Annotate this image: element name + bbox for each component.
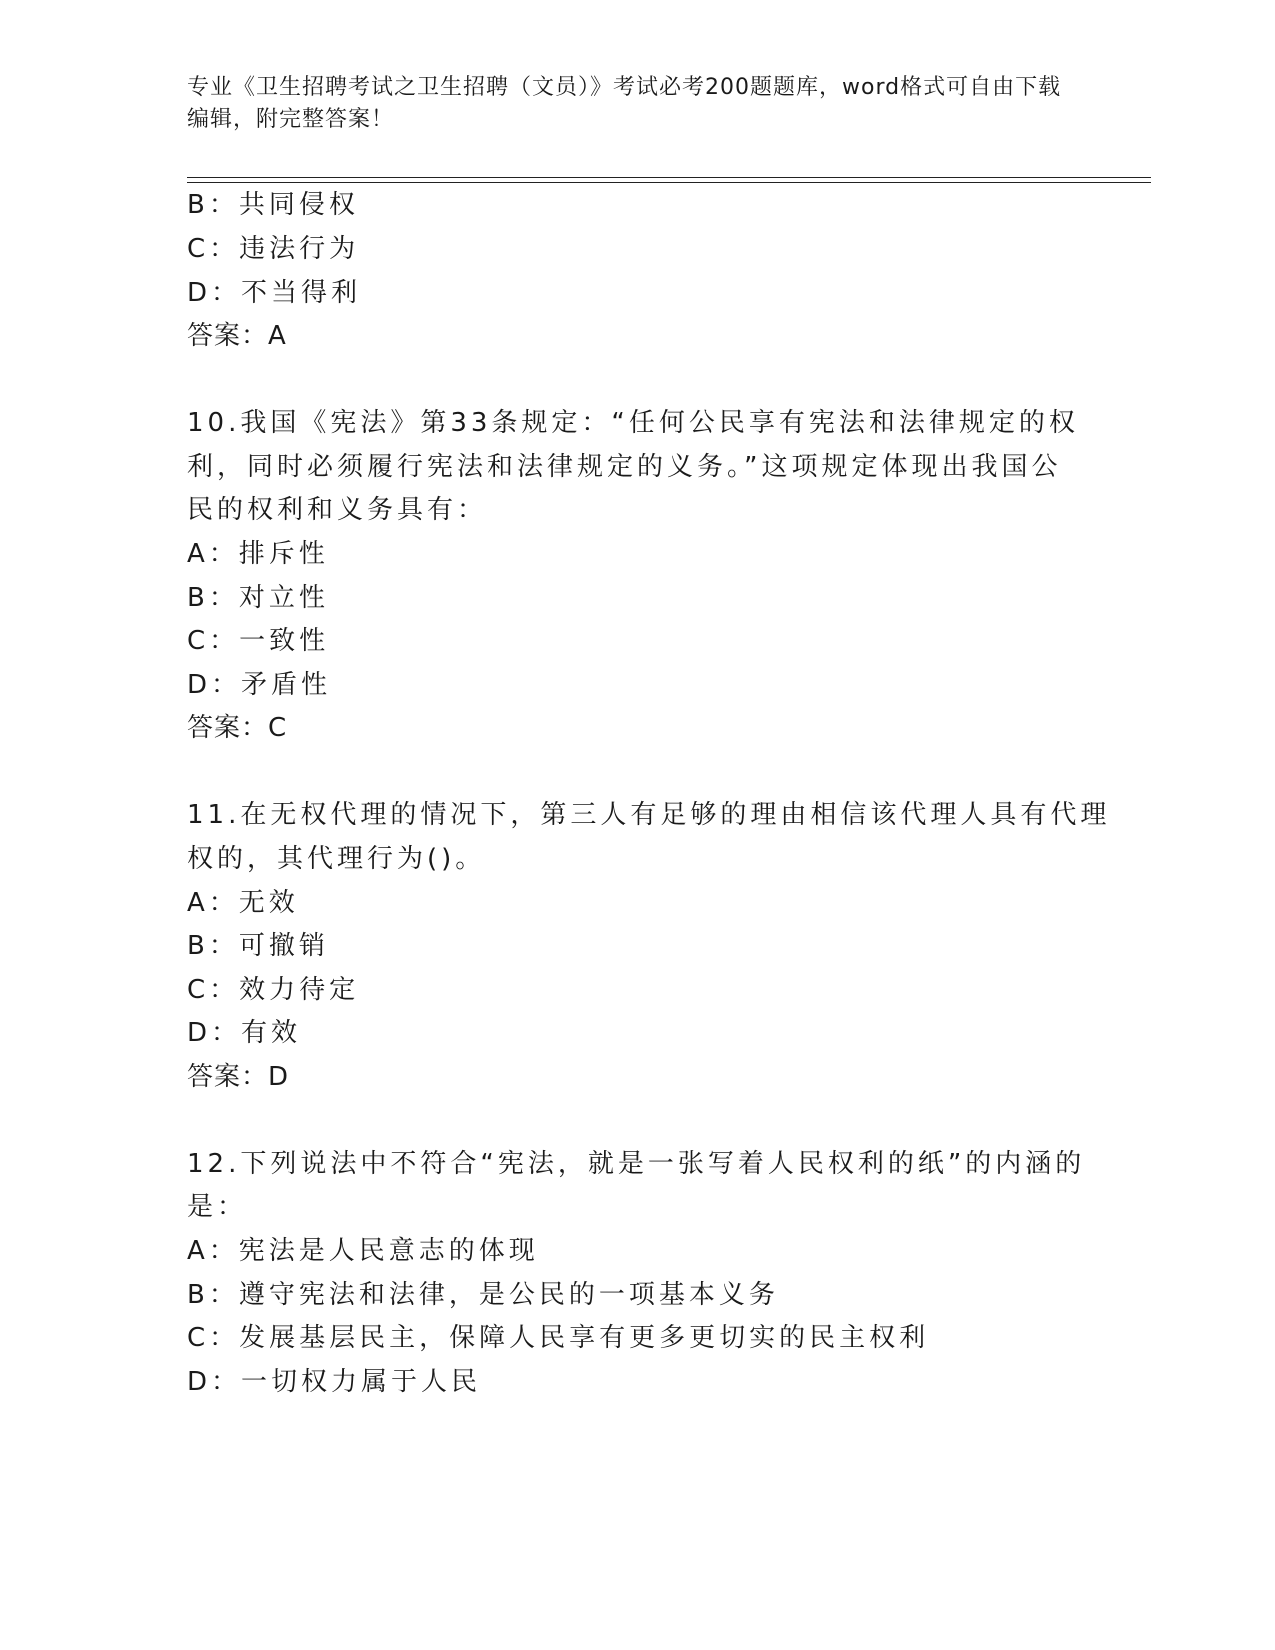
- q9-option-b: B：共同侵权: [187, 190, 359, 220]
- q11-stem-line-1: 11.在无权代理的情况下，第三人有足够的理由相信该代理人具有代理: [187, 800, 1111, 830]
- q12-option-d: D：一切权力属于人民: [187, 1367, 482, 1397]
- q10-stem-line-2: 利，同时必须履行宪法和法律规定的义务。”这项规定体现出我国公: [187, 452, 1062, 482]
- q11-option-a: A：无效: [187, 888, 299, 918]
- q11-stem-line-2: 权的，其代理行为()。: [187, 844, 486, 874]
- q12-stem-line-2: 是：: [187, 1192, 248, 1222]
- q10-answer: 答案：C: [187, 713, 288, 743]
- header-divider-top: [187, 177, 1151, 178]
- q9-answer: 答案：A: [187, 321, 287, 351]
- q11-option-b: B：可撤销: [187, 931, 329, 961]
- q12-stem-line-1: 12.下列说法中不符合“宪法，就是一张写着人民权利的纸”的内涵的: [187, 1149, 1086, 1179]
- q9-option-d: D：不当得利: [187, 278, 362, 308]
- header-divider-bottom: [187, 182, 1151, 183]
- q11-option-d: D：有效: [187, 1018, 302, 1048]
- q12-option-b: B：遵守宪法和法律，是公民的一项基本义务: [187, 1280, 779, 1310]
- q10-stem-line-3: 民的权利和义务具有：: [187, 495, 488, 525]
- q10-option-a: A：排斥性: [187, 539, 329, 569]
- q9-option-c: C：违法行为: [187, 234, 360, 264]
- q10-stem-line-1: 10.我国《宪法》第33条规定：“任何公民享有宪法和法律规定的权: [187, 408, 1079, 438]
- q10-option-c: C：一致性: [187, 626, 330, 656]
- q10-option-b: B：对立性: [187, 583, 329, 613]
- document-header: 专业《卫生招聘考试之卫生招聘（文员）》考试必考200题题库，word格式可自由下载编辑，附完整答案！: [187, 75, 1062, 132]
- q11-option-c: C：效力待定: [187, 975, 360, 1005]
- q12-option-c: C：发展基层民主，保障人民享有更多更切实的民主权利: [187, 1323, 930, 1353]
- q11-answer: 答案：D: [187, 1062, 290, 1092]
- q10-option-d: D：矛盾性: [187, 670, 332, 700]
- q12-option-a: A：宪法是人民意志的体现: [187, 1236, 539, 1266]
